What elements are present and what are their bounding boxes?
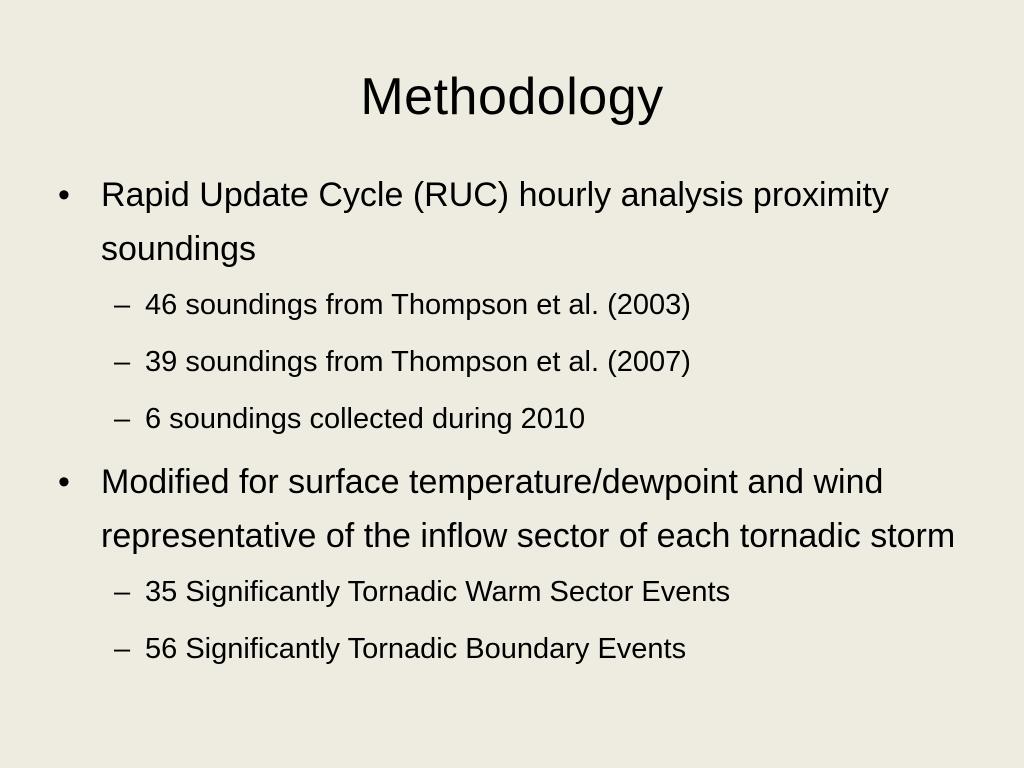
bullet-item	[58, 168, 958, 276]
sub-bullet-marker: –	[114, 346, 131, 378]
sub-bullet-text: 46 soundings from Thompson et al. (2003)	[145, 289, 691, 321]
sub-bullet-list	[58, 571, 958, 670]
bullet-item	[58, 455, 958, 563]
sub-bullet-item	[58, 284, 958, 326]
sub-bullet-marker: –	[114, 576, 131, 608]
slide-title: Methodology	[360, 68, 664, 126]
sub-bullet-marker: –	[114, 403, 131, 435]
bullet-text: Modified for surface temperature/dewpoint and wind representative of the inflow sector of each tornadic storm	[101, 463, 956, 555]
sub-bullet-item	[58, 341, 958, 383]
bullet-block-1	[58, 168, 958, 440]
bullet-text: Rapid Update Cycle (RUC) hourly analysis proximity soundings	[101, 176, 889, 268]
sub-bullet-list	[58, 284, 958, 440]
slide-content	[58, 168, 958, 685]
sub-bullet-text: 35 Significantly Tornadic Warm Sector Events	[145, 576, 731, 608]
sub-bullet-marker: –	[114, 633, 131, 665]
sub-bullet-item	[58, 398, 958, 440]
sub-bullet-marker: –	[114, 289, 131, 321]
sub-bullet-item	[58, 628, 958, 670]
sub-bullet-item	[58, 571, 958, 613]
sub-bullet-text: 56 Significantly Tornadic Boundary Events	[145, 633, 687, 665]
sub-bullet-text: 39 soundings from Thompson et al. (2007)	[145, 346, 691, 378]
bullet-marker: •	[58, 463, 70, 501]
bullet-block-2	[58, 455, 958, 670]
bullet-marker: •	[58, 176, 70, 214]
sub-bullet-text: 6 soundings collected during 2010	[145, 403, 586, 435]
